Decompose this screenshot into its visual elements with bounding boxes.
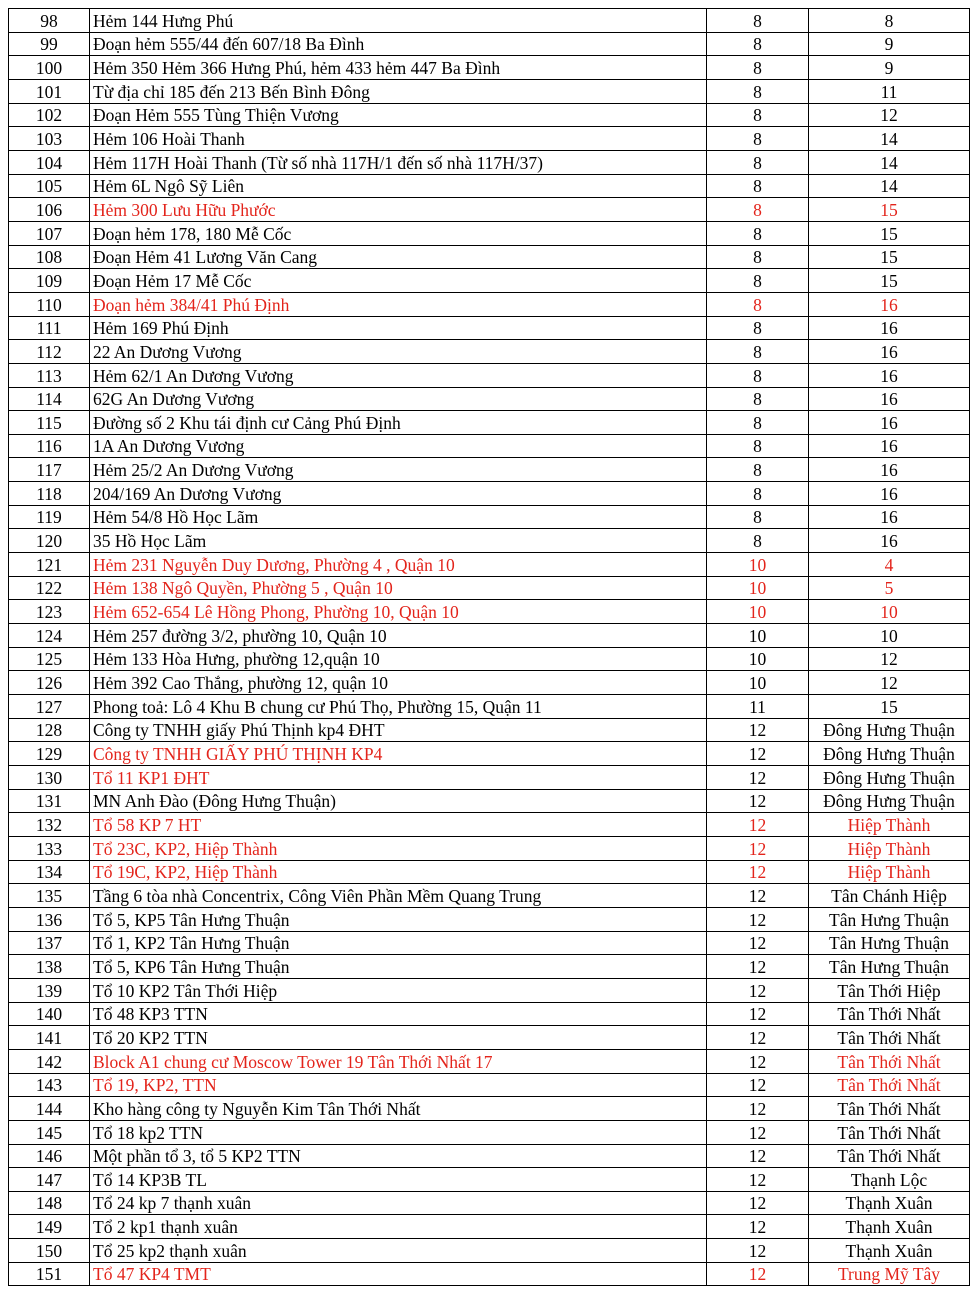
ward-cell: 15 (809, 695, 970, 719)
district-cell: 12 (707, 718, 809, 742)
location-name-cell: MN Anh Đào (Đông Hưng Thuận) (90, 789, 707, 813)
location-name-cell: Hẻm 350 Hẻm 366 Hưng Phú, hẻm 433 hẻm 447 Ba Đình (90, 56, 707, 80)
row-number-cell: 111 (9, 316, 90, 340)
table-row (9, 813, 970, 837)
location-name-cell: Tổ 5, KP5 Tân Hưng Thuận (90, 907, 707, 931)
row-number-cell: 135 (9, 884, 90, 908)
table-row (9, 1215, 970, 1239)
district-cell: 12 (707, 1191, 809, 1215)
row-number-cell: 108 (9, 245, 90, 269)
location-name-cell: Tầng 6 tòa nhà Concentrix, Công Viên Phần Mềm Quang Trung (90, 884, 707, 908)
location-name-cell: Đoạn Hẻm 17 Mễ Cốc (90, 269, 707, 293)
table-row (9, 600, 970, 624)
district-cell: 10 (707, 624, 809, 648)
table-row (9, 1120, 970, 1144)
row-number-cell: 140 (9, 1002, 90, 1026)
row-number-cell: 107 (9, 221, 90, 245)
table-row (9, 32, 970, 56)
location-name-cell: Hẻm 231 Nguyễn Duy Dương, Phường 4 , Quận 10 (90, 553, 707, 577)
district-cell: 10 (707, 671, 809, 695)
ward-cell: 16 (809, 505, 970, 529)
row-number-cell: 146 (9, 1144, 90, 1168)
table-row (9, 269, 970, 293)
ward-cell: 15 (809, 221, 970, 245)
table-row (9, 529, 970, 553)
table-row (9, 387, 970, 411)
location-name-cell: Tổ 25 kp2 thạnh xuân (90, 1239, 707, 1263)
ward-cell: 16 (809, 482, 970, 506)
row-number-cell: 143 (9, 1073, 90, 1097)
table-row (9, 340, 970, 364)
ward-cell: Tân Thới Nhất (809, 1026, 970, 1050)
location-name-cell: Hẻm 652-654 Lê Hồng Phong, Phường 10, Quận 10 (90, 600, 707, 624)
district-cell: 12 (707, 1002, 809, 1026)
location-name-cell: Hẻm 392 Cao Thắng, phường 12, quận 10 (90, 671, 707, 695)
row-number-cell: 138 (9, 955, 90, 979)
district-cell: 12 (707, 884, 809, 908)
ward-cell: Tân Hưng Thuận (809, 907, 970, 931)
ward-cell: Đông Hưng Thuận (809, 766, 970, 790)
row-number-cell: 114 (9, 387, 90, 411)
location-name-cell: Kho hàng công ty Nguyễn Kim Tân Thới Nhất (90, 1097, 707, 1121)
ward-cell: 16 (809, 363, 970, 387)
table-row (9, 198, 970, 222)
ward-cell: Trung Mỹ Tây (809, 1262, 970, 1286)
ward-cell: 16 (809, 434, 970, 458)
row-number-cell: 109 (9, 269, 90, 293)
location-name-cell: Hẻm 106 Hoài Thanh (90, 127, 707, 151)
district-cell: 8 (707, 79, 809, 103)
location-name-cell: Hẻm 54/8 Hồ Học Lãm (90, 505, 707, 529)
table-row (9, 458, 970, 482)
district-cell: 12 (707, 860, 809, 884)
ward-cell: 4 (809, 553, 970, 577)
ward-cell: 14 (809, 150, 970, 174)
table-row (9, 742, 970, 766)
district-cell: 12 (707, 1120, 809, 1144)
row-number-cell: 129 (9, 742, 90, 766)
table-row (9, 978, 970, 1002)
row-number-cell: 142 (9, 1049, 90, 1073)
ward-cell: Thạnh Xuân (809, 1215, 970, 1239)
ward-cell: 16 (809, 458, 970, 482)
ward-cell: 15 (809, 269, 970, 293)
row-number-cell: 133 (9, 836, 90, 860)
district-cell: 12 (707, 1026, 809, 1050)
location-name-cell: Tổ 2 kp1 thạnh xuân (90, 1215, 707, 1239)
ward-cell: Tân Thới Nhất (809, 1120, 970, 1144)
row-number-cell: 112 (9, 340, 90, 364)
table-row (9, 292, 970, 316)
location-name-cell: Hẻm 133 Hòa Hưng, phường 12,quận 10 (90, 647, 707, 671)
location-name-cell: Hẻm 257 đường 3/2, phường 10, Quận 10 (90, 624, 707, 648)
row-number-cell: 118 (9, 482, 90, 506)
table-row (9, 56, 970, 80)
location-name-cell: Công ty TNHH GIẤY PHÚ THỊNH KP4 (90, 742, 707, 766)
ward-cell: Đông Hưng Thuận (809, 718, 970, 742)
district-cell: 12 (707, 789, 809, 813)
ward-cell: Thạnh Xuân (809, 1191, 970, 1215)
district-cell: 12 (707, 1097, 809, 1121)
row-number-cell: 116 (9, 434, 90, 458)
ward-cell: Đông Hưng Thuận (809, 789, 970, 813)
row-number-cell: 150 (9, 1239, 90, 1263)
table-row (9, 1002, 970, 1026)
row-number-cell: 122 (9, 576, 90, 600)
location-name-cell: Hẻm 62/1 An Dương Vương (90, 363, 707, 387)
ward-cell: Tân Thới Nhất (809, 1002, 970, 1026)
district-cell: 8 (707, 269, 809, 293)
table-row (9, 576, 970, 600)
district-cell: 8 (707, 9, 809, 33)
table-row (9, 766, 970, 790)
district-cell: 8 (707, 434, 809, 458)
ward-cell: Thạnh Lộc (809, 1168, 970, 1192)
row-number-cell: 102 (9, 103, 90, 127)
row-number-cell: 103 (9, 127, 90, 151)
location-name-cell: Hẻm 117H Hoài Thanh (Từ số nhà 117H/1 đến số nhà 117H/37) (90, 150, 707, 174)
location-name-cell: Tổ 23C, KP2, Hiệp Thành (90, 836, 707, 860)
row-number-cell: 128 (9, 718, 90, 742)
ward-cell: 14 (809, 127, 970, 151)
table-row (9, 411, 970, 435)
table-row (9, 718, 970, 742)
ward-cell: 8 (809, 9, 970, 33)
district-cell: 12 (707, 1073, 809, 1097)
table-row (9, 955, 970, 979)
location-name-cell: Công ty TNHH giấy Phú Thịnh kp4 ĐHT (90, 718, 707, 742)
location-name-cell: Đường số 2 Khu tái định cư Cảng Phú Định (90, 411, 707, 435)
district-cell: 10 (707, 600, 809, 624)
ward-cell: 16 (809, 316, 970, 340)
location-name-cell: Tổ 18 kp2 TTN (90, 1120, 707, 1144)
district-cell: 12 (707, 931, 809, 955)
table-row (9, 174, 970, 198)
district-cell: 8 (707, 529, 809, 553)
location-name-cell: Tổ 47 KP4 TMT (90, 1262, 707, 1286)
district-cell: 8 (707, 505, 809, 529)
row-number-cell: 132 (9, 813, 90, 837)
district-cell: 12 (707, 1049, 809, 1073)
table-row (9, 789, 970, 813)
row-number-cell: 134 (9, 860, 90, 884)
ward-cell: Tân Thới Nhất (809, 1097, 970, 1121)
location-name-cell: 22 An Dương Vương (90, 340, 707, 364)
location-name-cell: Tổ 11 KP1 ĐHT (90, 766, 707, 790)
table-row (9, 624, 970, 648)
ward-cell: Tân Thới Nhất (809, 1144, 970, 1168)
district-cell: 12 (707, 1239, 809, 1263)
ward-cell: Tân Thới Hiệp (809, 978, 970, 1002)
row-number-cell: 141 (9, 1026, 90, 1050)
ward-cell: 9 (809, 32, 970, 56)
location-name-cell: Tổ 10 KP2 Tân Thới Hiệp (90, 978, 707, 1002)
locations-table (8, 8, 970, 1286)
row-number-cell: 121 (9, 553, 90, 577)
location-name-cell: 1A An Dương Vương (90, 434, 707, 458)
ward-cell: Thạnh Xuân (809, 1239, 970, 1263)
district-cell: 12 (707, 766, 809, 790)
location-name-cell: Tổ 14 KP3B TL (90, 1168, 707, 1192)
row-number-cell: 147 (9, 1168, 90, 1192)
district-cell: 12 (707, 907, 809, 931)
district-cell: 8 (707, 56, 809, 80)
district-cell: 8 (707, 363, 809, 387)
location-name-cell: Hẻm 300 Lưu Hữu Phước (90, 198, 707, 222)
location-name-cell: Tổ 48 KP3 TTN (90, 1002, 707, 1026)
row-number-cell: 115 (9, 411, 90, 435)
table-row (9, 127, 970, 151)
ward-cell: 9 (809, 56, 970, 80)
table-row (9, 1262, 970, 1286)
district-cell: 8 (707, 411, 809, 435)
ward-cell: 16 (809, 340, 970, 364)
ward-cell: Tân Thới Nhất (809, 1073, 970, 1097)
district-cell: 12 (707, 1168, 809, 1192)
row-number-cell: 126 (9, 671, 90, 695)
district-cell: 12 (707, 742, 809, 766)
table-row (9, 79, 970, 103)
location-name-cell: Tổ 5, KP6 Tân Hưng Thuận (90, 955, 707, 979)
table-row (9, 316, 970, 340)
location-name-cell: Từ địa chỉ 185 đến 213 Bến Bình Đông (90, 79, 707, 103)
location-name-cell: 62G An Dương Vương (90, 387, 707, 411)
ward-cell: 16 (809, 292, 970, 316)
district-cell: 12 (707, 978, 809, 1002)
table-row (9, 860, 970, 884)
location-name-cell: Tổ 58 KP 7 HT (90, 813, 707, 837)
table-row (9, 836, 970, 860)
table-row (9, 1026, 970, 1050)
table-row (9, 482, 970, 506)
table-row (9, 1073, 970, 1097)
location-name-cell: Hẻm 144 Hưng Phú (90, 9, 707, 33)
ward-cell: 5 (809, 576, 970, 600)
location-name-cell: 35 Hồ Học Lãm (90, 529, 707, 553)
table-row (9, 647, 970, 671)
district-cell: 8 (707, 32, 809, 56)
table-row (9, 1168, 970, 1192)
table-row (9, 505, 970, 529)
location-name-cell: Tổ 1, KP2 Tân Hưng Thuận (90, 931, 707, 955)
ward-cell: 10 (809, 624, 970, 648)
location-name-cell: Đoạn Hẻm 41 Lương Văn Cang (90, 245, 707, 269)
table-row (9, 245, 970, 269)
table-row (9, 1049, 970, 1073)
ward-cell: Hiệp Thành (809, 813, 970, 837)
table-row (9, 884, 970, 908)
ward-cell: Tân Thới Nhất (809, 1049, 970, 1073)
row-number-cell: 149 (9, 1215, 90, 1239)
row-number-cell: 105 (9, 174, 90, 198)
row-number-cell: 123 (9, 600, 90, 624)
district-cell: 12 (707, 1144, 809, 1168)
row-number-cell: 110 (9, 292, 90, 316)
row-number-cell: 124 (9, 624, 90, 648)
table-row (9, 363, 970, 387)
district-cell: 8 (707, 245, 809, 269)
district-cell: 8 (707, 174, 809, 198)
row-number-cell: 98 (9, 9, 90, 33)
row-number-cell: 144 (9, 1097, 90, 1121)
row-number-cell: 117 (9, 458, 90, 482)
district-cell: 8 (707, 221, 809, 245)
table-row (9, 671, 970, 695)
location-name-cell: 204/169 An Dương Vương (90, 482, 707, 506)
ward-cell: 12 (809, 671, 970, 695)
ward-cell: 16 (809, 387, 970, 411)
district-cell: 8 (707, 316, 809, 340)
ward-cell: 16 (809, 411, 970, 435)
table-row (9, 150, 970, 174)
table-row (9, 221, 970, 245)
location-name-cell: Hẻm 138 Ngô Quyền, Phường 5 , Quận 10 (90, 576, 707, 600)
location-name-cell: Hẻm 6L Ngô Sỹ Liên (90, 174, 707, 198)
table-body (9, 9, 970, 1286)
district-cell: 8 (707, 150, 809, 174)
row-number-cell: 119 (9, 505, 90, 529)
location-name-cell: Hẻm 169 Phú Định (90, 316, 707, 340)
ward-cell: 15 (809, 245, 970, 269)
location-name-cell: Phong toả: Lô 4 Khu B chung cư Phú Thọ, Phường 15, Quận 11 (90, 695, 707, 719)
district-cell: 10 (707, 553, 809, 577)
row-number-cell: 120 (9, 529, 90, 553)
table-row (9, 907, 970, 931)
district-cell: 10 (707, 647, 809, 671)
row-number-cell: 113 (9, 363, 90, 387)
district-cell: 8 (707, 387, 809, 411)
location-name-cell: Đoạn hẻm 178, 180 Mễ Cốc (90, 221, 707, 245)
district-cell: 8 (707, 127, 809, 151)
location-name-cell: Đoạn hẻm 384/41 Phú Định (90, 292, 707, 316)
ward-cell: 14 (809, 174, 970, 198)
location-name-cell: Tổ 20 KP2 TTN (90, 1026, 707, 1050)
district-cell: 12 (707, 1215, 809, 1239)
table-row (9, 1144, 970, 1168)
table-row (9, 9, 970, 33)
district-cell: 8 (707, 458, 809, 482)
ward-cell: Tân Hưng Thuận (809, 931, 970, 955)
row-number-cell: 137 (9, 931, 90, 955)
district-cell: 8 (707, 292, 809, 316)
table-row (9, 1191, 970, 1215)
ward-cell: 12 (809, 103, 970, 127)
ward-cell: 12 (809, 647, 970, 671)
district-cell: 8 (707, 340, 809, 364)
row-number-cell: 127 (9, 695, 90, 719)
location-name-cell: Tổ 19, KP2, TTN (90, 1073, 707, 1097)
district-cell: 12 (707, 836, 809, 860)
row-number-cell: 99 (9, 32, 90, 56)
district-cell: 12 (707, 955, 809, 979)
ward-cell: 11 (809, 79, 970, 103)
row-number-cell: 100 (9, 56, 90, 80)
ward-cell: Tân Chánh Hiệp (809, 884, 970, 908)
row-number-cell: 145 (9, 1120, 90, 1144)
location-name-cell: Tổ 19C, KP2, Hiệp Thành (90, 860, 707, 884)
district-cell: 12 (707, 813, 809, 837)
table-row (9, 1097, 970, 1121)
table-row (9, 695, 970, 719)
location-name-cell: Một phần tổ 3, tổ 5 KP2 TTN (90, 1144, 707, 1168)
row-number-cell: 131 (9, 789, 90, 813)
table-row (9, 553, 970, 577)
district-cell: 10 (707, 576, 809, 600)
district-cell: 8 (707, 198, 809, 222)
district-cell: 8 (707, 103, 809, 127)
row-number-cell: 125 (9, 647, 90, 671)
location-name-cell: Đoạn Hẻm 555 Tùng Thiện Vương (90, 103, 707, 127)
table-row (9, 434, 970, 458)
row-number-cell: 136 (9, 907, 90, 931)
table-row (9, 931, 970, 955)
district-cell: 12 (707, 1262, 809, 1286)
row-number-cell: 148 (9, 1191, 90, 1215)
table-row (9, 1239, 970, 1263)
row-number-cell: 139 (9, 978, 90, 1002)
location-name-cell: Hẻm 25/2 An Dương Vương (90, 458, 707, 482)
row-number-cell: 106 (9, 198, 90, 222)
row-number-cell: 104 (9, 150, 90, 174)
ward-cell: Hiệp Thành (809, 836, 970, 860)
row-number-cell: 151 (9, 1262, 90, 1286)
ward-cell: Hiệp Thành (809, 860, 970, 884)
ward-cell: 10 (809, 600, 970, 624)
ward-cell: 15 (809, 198, 970, 222)
table-row (9, 103, 970, 127)
row-number-cell: 101 (9, 79, 90, 103)
location-name-cell: Tổ 24 kp 7 thạnh xuân (90, 1191, 707, 1215)
ward-cell: Tân Hưng Thuận (809, 955, 970, 979)
district-cell: 8 (707, 482, 809, 506)
ward-cell: 16 (809, 529, 970, 553)
location-name-cell: Đoạn hẻm 555/44 đến 607/18 Ba Đình (90, 32, 707, 56)
district-cell: 11 (707, 695, 809, 719)
ward-cell: Đông Hưng Thuận (809, 742, 970, 766)
row-number-cell: 130 (9, 766, 90, 790)
location-name-cell: Block A1 chung cư Moscow Tower 19 Tân Thới Nhất 17 (90, 1049, 707, 1073)
